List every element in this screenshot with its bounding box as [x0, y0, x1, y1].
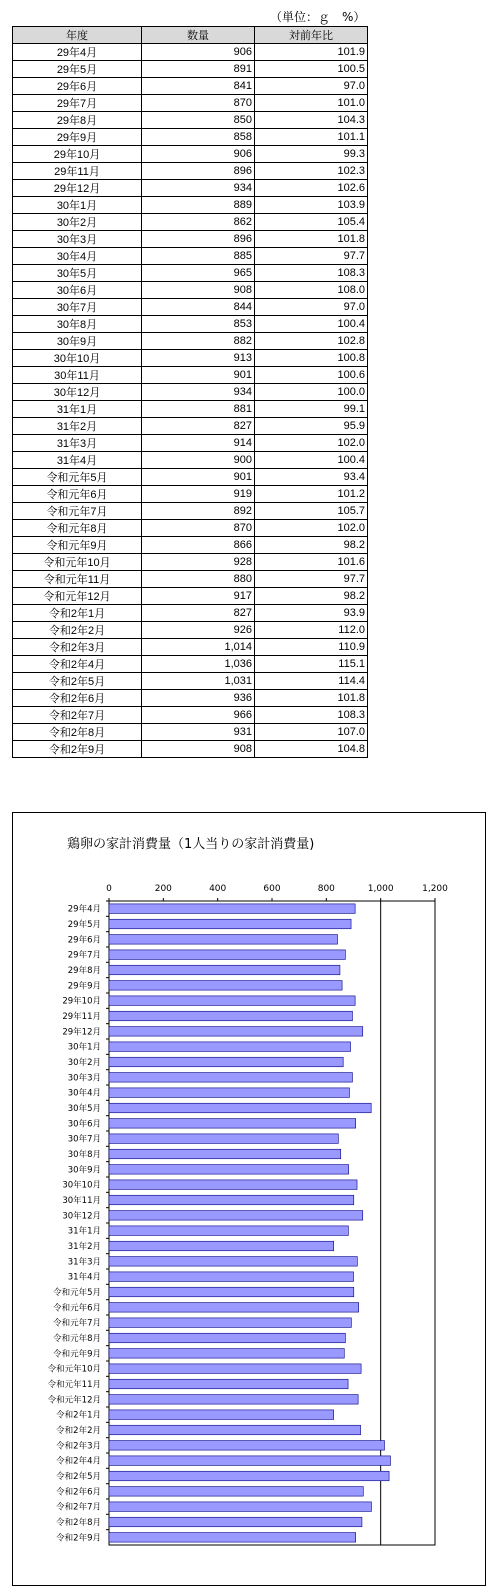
unit-label: （単位：ｇ %）	[270, 10, 366, 24]
cell-quantity: 936	[142, 690, 255, 707]
table-row	[13, 639, 368, 656]
category-label: 30年9月	[67, 1165, 101, 1176]
category-label: 令和元年7月	[53, 1318, 101, 1329]
table-row	[13, 554, 368, 571]
cell-period: 令和2年9月	[13, 741, 142, 758]
cell-quantity: 901	[142, 469, 255, 486]
bar	[109, 1195, 354, 1205]
cell-period: 令和2年7月	[13, 707, 142, 724]
consumption-table	[12, 26, 368, 758]
category-label: 31年3月	[67, 1257, 101, 1268]
category-label: 令和元年9月	[53, 1349, 101, 1360]
category-label: 30年6月	[67, 1119, 101, 1130]
cell-yoy-ratio: 114.4	[255, 673, 368, 690]
category-label: 29年4月	[67, 904, 101, 915]
cell-quantity: 885	[142, 248, 255, 265]
category-label: 29年7月	[67, 950, 101, 961]
cell-quantity: 966	[142, 707, 255, 724]
category-label: 令和元年12月	[47, 1395, 101, 1406]
cell-quantity: 934	[142, 384, 255, 401]
cell-quantity: 1,036	[142, 656, 255, 673]
cell-yoy-ratio: 101.8	[255, 690, 368, 707]
bar	[109, 1487, 363, 1497]
cell-period: 29年12月	[13, 180, 142, 197]
chart-panel	[12, 812, 486, 1586]
cell-quantity: 870	[142, 520, 255, 537]
table-row	[13, 656, 368, 673]
bar	[109, 1533, 356, 1543]
cell-yoy-ratio: 104.3	[255, 112, 368, 129]
cell-period: 30年2月	[13, 214, 142, 231]
table-row	[13, 520, 368, 537]
category-label: 30年4月	[67, 1088, 101, 1099]
category-label: 29年9月	[67, 981, 101, 992]
cell-period: 29年4月	[13, 44, 142, 61]
cell-yoy-ratio: 115.1	[255, 656, 368, 673]
bar	[109, 965, 340, 975]
category-label: 29年5月	[67, 920, 101, 930]
table-row	[13, 503, 368, 520]
x-tick-label: 1,200	[422, 884, 448, 894]
cell-yoy-ratio: 102.8	[255, 333, 368, 350]
cell-yoy-ratio: 101.1	[255, 129, 368, 146]
table-row	[13, 690, 368, 707]
category-label: 29年12月	[62, 1027, 101, 1038]
table-row	[13, 622, 368, 639]
cell-yoy-ratio: 98.2	[255, 537, 368, 554]
cell-quantity: 858	[142, 129, 255, 146]
cell-period: 30年12月	[13, 384, 142, 401]
cell-period: 令和元年12月	[13, 588, 142, 605]
cell-yoy-ratio: 112.0	[255, 622, 368, 639]
cell-period: 30年5月	[13, 265, 142, 282]
cell-quantity: 891	[142, 61, 255, 78]
cell-yoy-ratio: 100.4	[255, 452, 368, 469]
bar	[109, 950, 345, 960]
bar	[109, 1149, 341, 1159]
cell-yoy-ratio: 99.3	[255, 146, 368, 163]
bar	[109, 1180, 357, 1190]
bar	[109, 1088, 349, 1098]
cell-quantity: 928	[142, 554, 255, 571]
x-tick-label: 1,000	[367, 884, 394, 894]
cell-quantity: 896	[142, 231, 255, 248]
cell-period: 30年1月	[13, 197, 142, 214]
table-row	[13, 44, 368, 61]
x-tick-label: 400	[209, 884, 227, 894]
bar	[109, 1226, 348, 1236]
category-label: 令和元年8月	[53, 1334, 101, 1344]
cell-yoy-ratio: 102.0	[255, 520, 368, 537]
category-label: 30年11月	[62, 1196, 101, 1206]
header-yoy-ratio: 対前年比	[255, 27, 368, 44]
cell-period: 令和元年9月	[13, 537, 142, 554]
bar	[109, 1517, 362, 1527]
table-row	[13, 350, 368, 367]
category-label: 令和元年5月	[53, 1288, 101, 1298]
cell-period: 30年4月	[13, 248, 142, 265]
cell-yoy-ratio: 105.4	[255, 214, 368, 231]
cell-yoy-ratio: 101.2	[255, 486, 368, 503]
table-row	[13, 588, 368, 605]
cell-period: 令和元年8月	[13, 520, 142, 537]
cell-quantity: 1,031	[142, 673, 255, 690]
cell-period: 令和元年11月	[13, 571, 142, 588]
bar	[109, 1502, 371, 1512]
bar	[109, 1257, 357, 1267]
cell-yoy-ratio: 101.8	[255, 231, 368, 248]
cell-yoy-ratio: 95.9	[255, 418, 368, 435]
category-label: 令和元年10月	[47, 1364, 101, 1375]
table-row	[13, 537, 368, 554]
category-label: 30年8月	[67, 1150, 101, 1160]
table-row	[13, 673, 368, 690]
cell-period: 31年1月	[13, 401, 142, 418]
bar	[109, 935, 337, 945]
cell-yoy-ratio: 97.7	[255, 571, 368, 588]
category-label: 令和元年6月	[53, 1303, 101, 1314]
cell-quantity: 913	[142, 350, 255, 367]
category-label: 30年3月	[67, 1073, 101, 1084]
bar	[109, 1441, 384, 1451]
cell-period: 令和元年6月	[13, 486, 142, 503]
cell-period: 31年2月	[13, 418, 142, 435]
cell-quantity: 892	[142, 503, 255, 520]
table-row	[13, 95, 368, 112]
cell-yoy-ratio: 102.3	[255, 163, 368, 180]
table-row	[13, 469, 368, 486]
category-label: 30年1月	[67, 1042, 101, 1053]
category-label: 30年5月	[67, 1104, 101, 1114]
table-row	[13, 214, 368, 231]
bar	[109, 1042, 351, 1052]
category-label: 31年1月	[67, 1226, 101, 1237]
category-label: 令和2年3月	[56, 1441, 101, 1452]
cell-period: 30年7月	[13, 299, 142, 316]
cell-quantity: 931	[142, 724, 255, 741]
cell-quantity: 914	[142, 435, 255, 452]
cell-yoy-ratio: 98.2	[255, 588, 368, 605]
cell-yoy-ratio: 97.7	[255, 248, 368, 265]
category-label: 令和2年6月	[56, 1487, 101, 1498]
bar	[109, 1364, 361, 1374]
table-row	[13, 724, 368, 741]
cell-quantity: 901	[142, 367, 255, 384]
bar	[109, 1333, 345, 1343]
header-period: 年度	[13, 27, 142, 44]
cell-quantity: 889	[142, 197, 255, 214]
cell-yoy-ratio: 107.0	[255, 724, 368, 741]
bar	[109, 1395, 358, 1405]
header-quantity: 数量	[142, 27, 255, 44]
bar	[109, 1287, 354, 1297]
category-label: 令和元年11月	[47, 1380, 101, 1390]
cell-yoy-ratio: 103.9	[255, 197, 368, 214]
bar	[109, 1471, 389, 1481]
category-label: 令和2年7月	[56, 1502, 101, 1513]
cell-yoy-ratio: 100.0	[255, 384, 368, 401]
cell-period: 令和2年6月	[13, 690, 142, 707]
cell-quantity: 882	[142, 333, 255, 350]
cell-yoy-ratio: 108.3	[255, 265, 368, 282]
bar	[109, 981, 342, 991]
cell-period: 令和2年8月	[13, 724, 142, 741]
cell-quantity: 880	[142, 571, 255, 588]
bar	[109, 1456, 390, 1466]
bar	[109, 919, 351, 929]
table-row	[13, 452, 368, 469]
cell-period: 29年7月	[13, 95, 142, 112]
table-row	[13, 384, 368, 401]
table-row	[13, 605, 368, 622]
bar	[109, 1318, 351, 1328]
cell-quantity: 866	[142, 537, 255, 554]
cell-period: 令和2年1月	[13, 605, 142, 622]
cell-quantity: 965	[142, 265, 255, 282]
cell-period: 29年5月	[13, 61, 142, 78]
cell-period: 31年3月	[13, 435, 142, 452]
category-label: 31年4月	[67, 1272, 101, 1283]
bar	[109, 1303, 359, 1313]
category-label: 令和2年1月	[56, 1410, 101, 1421]
x-tick-label: 600	[263, 884, 281, 894]
category-label: 令和2年4月	[56, 1456, 101, 1467]
table-row	[13, 180, 368, 197]
x-tick-label: 800	[317, 884, 335, 894]
table-row	[13, 129, 368, 146]
cell-period: 令和元年10月	[13, 554, 142, 571]
cell-yoy-ratio: 97.0	[255, 299, 368, 316]
category-label: 30年7月	[67, 1134, 101, 1145]
bar	[109, 1103, 371, 1113]
cell-quantity: 827	[142, 418, 255, 435]
bar	[109, 1241, 334, 1251]
table-row	[13, 299, 368, 316]
cell-yoy-ratio: 105.7	[255, 503, 368, 520]
table-row	[13, 333, 368, 350]
cell-quantity: 900	[142, 452, 255, 469]
cell-period: 30年3月	[13, 231, 142, 248]
table-row	[13, 367, 368, 384]
bar	[109, 1073, 352, 1083]
cell-quantity: 934	[142, 180, 255, 197]
table-row	[13, 707, 368, 724]
cell-yoy-ratio: 104.8	[255, 741, 368, 758]
table-row	[13, 112, 368, 129]
category-label: 29年6月	[67, 935, 101, 946]
table-row	[13, 248, 368, 265]
category-label: 令和2年9月	[56, 1533, 101, 1544]
table-row	[13, 197, 368, 214]
cell-period: 30年9月	[13, 333, 142, 350]
table-row	[13, 282, 368, 299]
cell-quantity: 906	[142, 44, 255, 61]
cell-yoy-ratio: 100.8	[255, 350, 368, 367]
bar	[109, 1119, 356, 1129]
cell-yoy-ratio: 100.6	[255, 367, 368, 384]
cell-yoy-ratio: 93.9	[255, 605, 368, 622]
cell-quantity: 870	[142, 95, 255, 112]
category-label: 29年11月	[62, 1012, 101, 1022]
bar	[109, 1027, 363, 1037]
cell-period: 令和2年3月	[13, 639, 142, 656]
cell-period: 令和2年5月	[13, 673, 142, 690]
cell-period: 29年10月	[13, 146, 142, 163]
category-label: 29年10月	[62, 996, 101, 1007]
table-row	[13, 486, 368, 503]
cell-yoy-ratio: 110.9	[255, 639, 368, 656]
cell-quantity: 850	[142, 112, 255, 129]
cell-period: 29年8月	[13, 112, 142, 129]
cell-period: 29年9月	[13, 129, 142, 146]
category-label: 令和2年5月	[56, 1472, 101, 1482]
cell-yoy-ratio: 101.6	[255, 554, 368, 571]
category-label: 30年2月	[67, 1058, 101, 1068]
cell-quantity: 919	[142, 486, 255, 503]
table-row	[13, 741, 368, 758]
table-row	[13, 61, 368, 78]
cell-quantity: 841	[142, 78, 255, 95]
cell-quantity: 908	[142, 282, 255, 299]
bar	[109, 904, 355, 914]
category-label: 29年8月	[67, 966, 101, 976]
cell-yoy-ratio: 100.5	[255, 61, 368, 78]
cell-period: 30年11月	[13, 367, 142, 384]
table-row	[13, 435, 368, 452]
table-header-row	[13, 27, 368, 44]
cell-yoy-ratio: 101.0	[255, 95, 368, 112]
cell-period: 令和元年7月	[13, 503, 142, 520]
table-row	[13, 401, 368, 418]
table-row	[13, 146, 368, 163]
cell-yoy-ratio: 102.0	[255, 435, 368, 452]
cell-yoy-ratio: 93.4	[255, 469, 368, 486]
table-row	[13, 571, 368, 588]
cell-period: 令和元年5月	[13, 469, 142, 486]
cell-yoy-ratio: 99.1	[255, 401, 368, 418]
cell-yoy-ratio: 101.9	[255, 44, 368, 61]
table-row	[13, 231, 368, 248]
cell-period: 30年10月	[13, 350, 142, 367]
table-row	[13, 78, 368, 95]
cell-period: 令和2年4月	[13, 656, 142, 673]
cell-period: 令和2年2月	[13, 622, 142, 639]
cell-period: 30年6月	[13, 282, 142, 299]
bar	[109, 1425, 361, 1435]
bar	[109, 1165, 349, 1175]
cell-yoy-ratio: 108.0	[255, 282, 368, 299]
cell-quantity: 896	[142, 163, 255, 180]
bar	[109, 1057, 343, 1067]
cell-quantity: 926	[142, 622, 255, 639]
category-label: 令和2年8月	[56, 1518, 101, 1528]
bar	[109, 1349, 344, 1359]
cell-quantity: 862	[142, 214, 255, 231]
cell-quantity: 827	[142, 605, 255, 622]
category-label: 30年10月	[62, 1180, 101, 1191]
x-tick-label: 0	[106, 884, 112, 894]
cell-quantity: 917	[142, 588, 255, 605]
bar	[109, 996, 355, 1006]
cell-period: 29年11月	[13, 163, 142, 180]
bar	[109, 1272, 354, 1282]
bar	[109, 1011, 352, 1021]
table-row	[13, 163, 368, 180]
cell-quantity: 844	[142, 299, 255, 316]
table-row	[13, 316, 368, 333]
bar	[109, 1134, 338, 1144]
table-row	[13, 265, 368, 282]
cell-quantity: 1,014	[142, 639, 255, 656]
cell-yoy-ratio: 97.0	[255, 78, 368, 95]
bar	[109, 1379, 348, 1389]
x-tick-label: 200	[154, 884, 172, 894]
cell-yoy-ratio: 108.3	[255, 707, 368, 724]
cell-period: 30年8月	[13, 316, 142, 333]
category-label: 30年12月	[62, 1211, 101, 1222]
table-row	[13, 418, 368, 435]
bar	[109, 1410, 334, 1420]
cell-yoy-ratio: 102.6	[255, 180, 368, 197]
bar-chart	[13, 813, 485, 1585]
cell-quantity: 853	[142, 316, 255, 333]
chart-title: 鶏卵の家計消費量（1人当りの家計消費量)	[67, 837, 315, 852]
cell-quantity: 906	[142, 146, 255, 163]
bar	[109, 1211, 363, 1221]
category-label: 31年2月	[67, 1242, 101, 1252]
cell-yoy-ratio: 100.4	[255, 316, 368, 333]
cell-quantity: 908	[142, 741, 255, 758]
category-label: 令和2年2月	[56, 1426, 101, 1436]
cell-quantity: 881	[142, 401, 255, 418]
cell-period: 29年6月	[13, 78, 142, 95]
cell-period: 31年4月	[13, 452, 142, 469]
